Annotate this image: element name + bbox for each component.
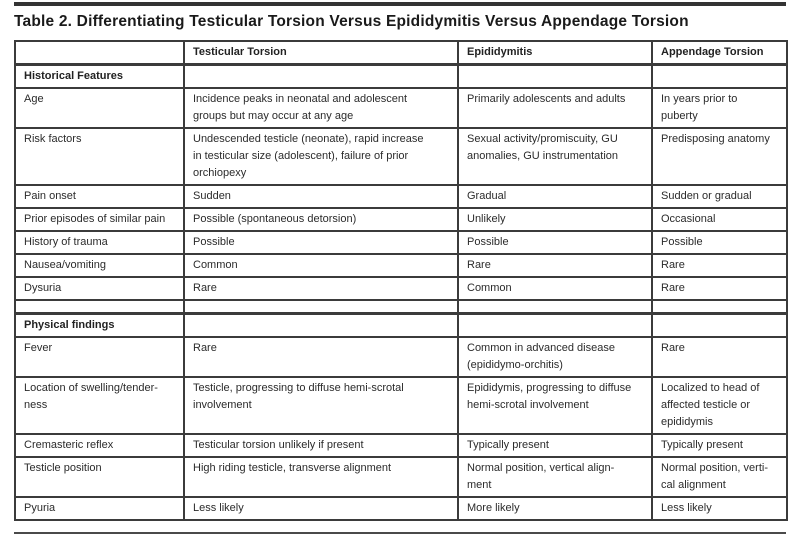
value-cell xyxy=(652,65,787,89)
table-row-prior-episodes xyxy=(15,208,787,231)
value-cell: Testicle, progressing to diffuse hemi-scrotal involvement xyxy=(184,377,458,434)
value-cell: Possible xyxy=(184,231,458,254)
feature-cell: Age xyxy=(15,88,184,128)
bottom-rule xyxy=(14,532,786,534)
value-cell: Testicular torsion unlikely if present xyxy=(184,434,458,457)
column-header-testicular-torsion: Testicular Torsion xyxy=(184,41,458,65)
feature-cell: Prior episodes of similar pain xyxy=(15,208,184,231)
value-cell: Rare xyxy=(652,254,787,277)
value-cell: Common xyxy=(458,277,652,300)
feature-cell: Pain onset xyxy=(15,185,184,208)
table-row-age xyxy=(15,88,787,128)
feature-cell: History of trauma xyxy=(15,231,184,254)
table-row-location-of-swelling xyxy=(15,377,787,434)
value-cell: Typically present xyxy=(652,434,787,457)
value-cell: Rare xyxy=(652,277,787,300)
column-header-appendage-torsion: Appendage Torsion xyxy=(652,41,787,65)
feature-cell: Risk factors xyxy=(15,128,184,185)
section-row-historical-features xyxy=(15,65,787,89)
feature-cell: Fever xyxy=(15,337,184,377)
spacer-row xyxy=(15,300,787,314)
value-cell: Rare xyxy=(458,254,652,277)
value-cell: Localized to head of affected testicle or epididymis xyxy=(652,377,787,434)
table-title: Table 2. Differentiating Testicular Torsion Versus Epididymitis Versus Appendage Torsion xyxy=(14,13,689,30)
value-cell: Gradual xyxy=(458,185,652,208)
value-cell: Common in advanced disease (epididymo-orchitis) xyxy=(458,337,652,377)
table-row-pain-onset xyxy=(15,185,787,208)
value-cell: Possible (spontaneous detorsion) xyxy=(184,208,458,231)
value-cell: Less likely xyxy=(184,497,458,520)
value-cell: Primarily adolescents and adults xyxy=(458,88,652,128)
table-row-nausea-vomiting xyxy=(15,254,787,277)
empty-cell xyxy=(458,300,652,314)
empty-cell xyxy=(652,300,787,314)
comparison-table xyxy=(14,40,788,521)
value-cell: Sexual activity/promiscuity, GU anomalies, GU instrumentation xyxy=(458,128,652,185)
value-cell: Sudden xyxy=(184,185,458,208)
table-row-cremasteric-reflex xyxy=(15,434,787,457)
value-cell: Typically present xyxy=(458,434,652,457)
top-rule xyxy=(14,2,786,6)
empty-cell xyxy=(184,300,458,314)
value-cell: Epididymis, progressing to diffuse hemi-scrotal involvement xyxy=(458,377,652,434)
value-cell xyxy=(458,65,652,89)
feature-cell: Location of swelling/tender- ness xyxy=(15,377,184,434)
value-cell: Rare xyxy=(184,277,458,300)
value-cell: Unlikely xyxy=(458,208,652,231)
value-cell xyxy=(458,314,652,338)
value-cell: Undescended testicle (neonate), rapid increase in testicular size (adolescent), failure of prior orchiopexy xyxy=(184,128,458,185)
value-cell: Occasional xyxy=(652,208,787,231)
header-row xyxy=(15,41,787,65)
value-cell: Rare xyxy=(184,337,458,377)
empty-cell xyxy=(15,300,184,314)
section-label: Historical Features xyxy=(15,65,184,89)
value-cell: Normal position, vertical align- ment xyxy=(458,457,652,497)
value-cell: In years prior to puberty xyxy=(652,88,787,128)
feature-cell: Cremasteric reflex xyxy=(15,434,184,457)
table-row-dysuria xyxy=(15,277,787,300)
column-header-epididymitis: Epididymitis xyxy=(458,41,652,65)
feature-cell: Dysuria xyxy=(15,277,184,300)
feature-cell: Nausea/vomiting xyxy=(15,254,184,277)
value-cell: More likely xyxy=(458,497,652,520)
table-row-pyuria xyxy=(15,497,787,520)
feature-cell: Pyuria xyxy=(15,497,184,520)
value-cell: Sudden or gradual xyxy=(652,185,787,208)
value-cell: Normal position, verti- cal alignment xyxy=(652,457,787,497)
section-row-physical-findings xyxy=(15,314,787,338)
value-cell xyxy=(184,65,458,89)
value-cell: Rare xyxy=(652,337,787,377)
value-cell: High riding testicle, transverse alignment xyxy=(184,457,458,497)
table-row-history-of-trauma xyxy=(15,231,787,254)
column-header-feature xyxy=(15,41,184,65)
value-cell: Possible xyxy=(458,231,652,254)
feature-cell: Testicle position xyxy=(15,457,184,497)
value-cell: Predisposing anatomy xyxy=(652,128,787,185)
table-row-risk-factors xyxy=(15,128,787,185)
value-cell: Common xyxy=(184,254,458,277)
value-cell xyxy=(652,314,787,338)
table-row-fever xyxy=(15,337,787,377)
value-cell: Incidence peaks in neonatal and adolescent groups but may occur at any age xyxy=(184,88,458,128)
value-cell: Less likely xyxy=(652,497,787,520)
value-cell xyxy=(184,314,458,338)
table-row-testicle-position xyxy=(15,457,787,497)
value-cell: Possible xyxy=(652,231,787,254)
section-label: Physical findings xyxy=(15,314,184,338)
